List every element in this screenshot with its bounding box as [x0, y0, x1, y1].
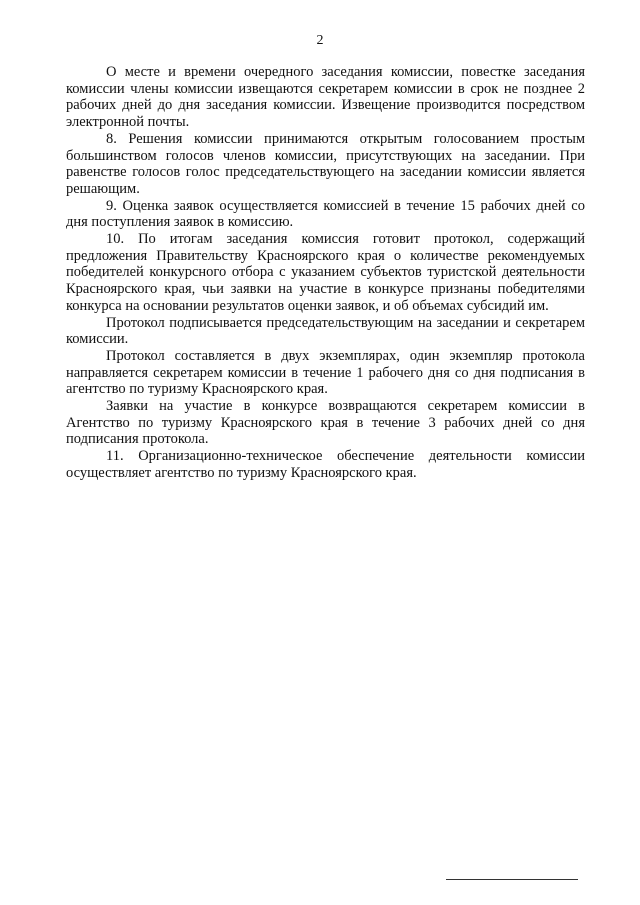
document-body [66, 64, 585, 482]
paragraph-item-11-support: 11. Организационно-техническое обеспечение деятельности комиссии осуществляет агентство по туризму Красноярского края. [66, 448, 585, 481]
page-number: 2 [316, 33, 324, 48]
footer-rule [446, 879, 578, 880]
paragraph-applications-return: Заявки на участие в конкурсе возвращаются секретарем комиссии в Агентство по туризму Красноярского края в течение 3 рабочих дней со дня подписания протокола. [66, 398, 585, 448]
paragraph-meeting-notice: О месте и времени очередного заседания комиссии, повестке заседания комиссии члены комиссии извещаются секретарем комиссии в срок не позднее 2 рабочих дней до дня заседания комиссии. Извещение производится посредством электронной почты. [66, 64, 585, 131]
paragraph-item-9-evaluation: 9. Оценка заявок осуществляется комиссией в течение 15 рабочих дней со дня поступления заявок в комиссию. [66, 197, 585, 231]
paragraph-protocol-copies: Протокол составляется в двух экземплярах, один экземпляр протокола направляется секретарем комиссии в течение 1 рабочего дня со дня подписания в агентство по туризму Красноярского края. [66, 347, 585, 398]
paragraph-protocol-signing: Протокол подписывается председательствующим на заседании и секретарем комиссии. [66, 314, 585, 348]
paragraph-item-10-protocol: 10. По итогам заседания комиссия готовит протокол, содержащий предложения Правительству Красноярского края о количестве рекомендуемых победителей конкурсного отбора с указанием субъектов туристской деятельности Красноярского края, чьи заявки на участие в конкурсе признаны победителями конкурса на основании результатов оценки заявок, и об объемах субсидий им. [66, 231, 585, 314]
paragraph-item-8-decisions: 8. Решения комиссии принимаются открытым голосованием простым большинством голосов членов комиссии, присутствующих на заседании. При равенстве голосов голос председательствующего на заседании комиссии является решающим. [66, 130, 585, 197]
